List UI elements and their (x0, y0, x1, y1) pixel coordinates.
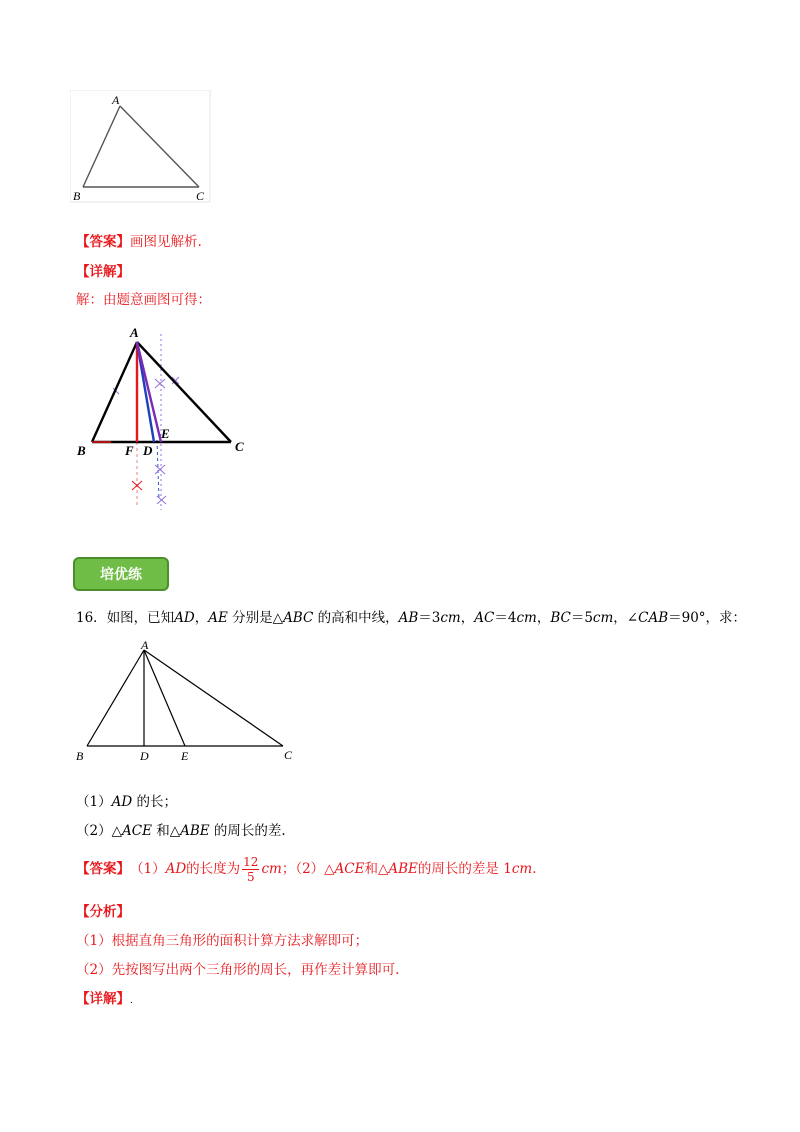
label-c: C (284, 748, 293, 762)
question-16-part-2: （2）△ACE 和△ABE 的周长的差. (76, 823, 286, 839)
detail-15 (76, 263, 130, 281)
label-b: B (73, 189, 81, 203)
triangle-figure-2 (75, 322, 255, 517)
detail-tag: 【详解】 (76, 264, 130, 280)
label-c: C (235, 439, 244, 454)
label-d: D (143, 443, 153, 458)
answer-text: 画图见解析. (130, 234, 202, 250)
label-a: A (112, 93, 120, 107)
label-e: E (181, 749, 189, 763)
question-16-part-1: （1）AD 的长； (76, 794, 177, 810)
triangle-figure-3 (72, 637, 302, 767)
answer-15 (76, 233, 202, 251)
analysis-16: 【分析】 (76, 904, 130, 920)
label-b: B (76, 749, 84, 763)
analysis-16-line-1: （1）根据直角三角形的面积计算方法求解即可； (76, 933, 369, 949)
solution-15: 解：由题意画图可得： (76, 292, 211, 308)
analysis-16-line-2: （2）先按图写出两个三角形的周长，再作差计算即可. (76, 962, 400, 978)
question-16: 16．如图，已知AD，AE 分别是△ABC 的高和中线，AB＝3cm，AC＝4cm，BC＝5cm，∠CAB＝90°，求： (76, 610, 747, 626)
label-c: C (196, 189, 205, 203)
label-d: D (140, 749, 149, 763)
triangle-figure-1 (70, 90, 215, 205)
label-a: A (130, 325, 139, 340)
label-b: B (77, 443, 86, 458)
answer-tag: 【答案】 (76, 234, 130, 250)
fraction: $\frac{12}{5}$ (243, 854, 259, 884)
answer-16: 【答案】 （1） AD 的长度为 $\frac{12}{5}$ cm ；（2）△ ACE 和△ ABE 的周长的差是 1 cm . (76, 854, 537, 884)
section-badge: 培优练 (73, 557, 169, 591)
label-a: A (141, 638, 149, 652)
label-e: E (161, 426, 170, 441)
label-f: F (125, 443, 134, 458)
detail-16: 【详解】. (76, 991, 133, 1007)
